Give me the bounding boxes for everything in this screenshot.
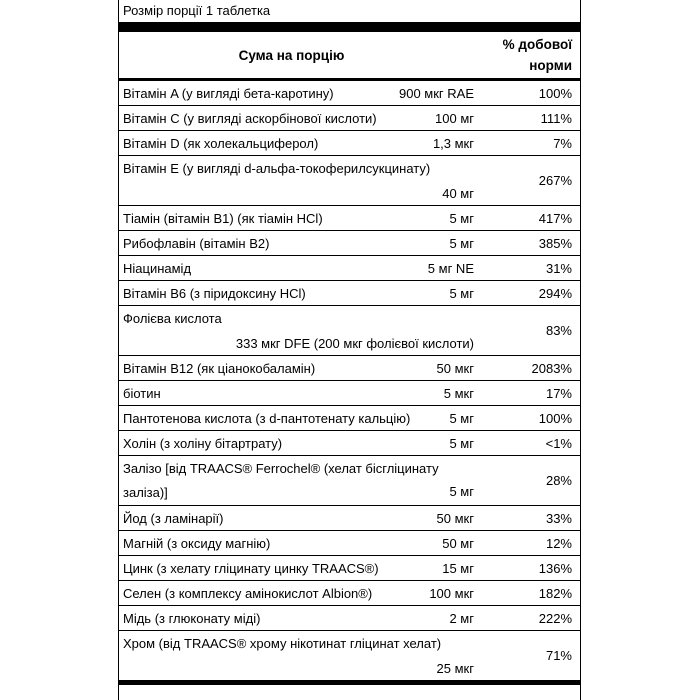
- nutrient-row-iron: [119, 456, 580, 506]
- nutrient-name: Магній (з оксиду магнію): [123, 535, 271, 551]
- nutrient-name: Вітамін B6 (з піридоксину HCl): [123, 285, 306, 301]
- nutrient-amount: 25 мкг: [436, 660, 474, 676]
- nutrient-dv: 385%: [538, 235, 572, 251]
- nutrient-row-thiamin: [119, 206, 580, 231]
- nutrient-row-vitamin-b12: [119, 356, 580, 381]
- header-dv-label-line1: % добової: [502, 37, 572, 52]
- nutrient-amount: 5 мг: [449, 235, 474, 251]
- nutrient-name: біотин: [123, 385, 161, 401]
- nutrient-name: Вітамін E (у вигляді d-альфа-токоферилсукцинату): [123, 161, 431, 176]
- header-amount-label: Сума на порцію: [238, 47, 345, 63]
- nutrient-amount: 5 мг: [449, 410, 474, 426]
- nutrient-amount: 5 мг: [449, 210, 474, 226]
- nutrient-amount: 333 мкг DFE (200 мкг фолієвої кислоти): [235, 335, 474, 351]
- nutrient-name: Вітамін D (як холекальциферол): [123, 135, 319, 151]
- nutrient-row-selenium: [119, 581, 580, 606]
- nutrient-amount: 50 мкг: [436, 360, 474, 376]
- nutrient-amount: 100 мг: [435, 110, 474, 126]
- nutrient-dv: 100%: [538, 85, 572, 101]
- nutrient-amount: 5 мг: [449, 484, 474, 499]
- nutrient-row-folic-acid: [119, 306, 580, 356]
- nutrient-amount: 2 мг: [449, 610, 474, 626]
- nutrient-row-vitamin-d: [119, 131, 580, 156]
- nutrient-amount: 50 мкг: [436, 510, 474, 526]
- serving-size: Розмір порції 1 таблетка: [123, 3, 271, 18]
- nutrient-dv: 31%: [545, 260, 572, 276]
- nutrient-name: Пантотенова кислота (з d-пантотенату кальцію): [123, 410, 411, 426]
- nutrient-row-niacinamide: [119, 256, 580, 281]
- nutrient-dv: 294%: [538, 285, 572, 301]
- nutrient-amount: 15 мг: [442, 560, 474, 576]
- nutrient-dv: 7%: [553, 135, 572, 151]
- nutrient-name: Цинк (з хелату гліцинату цинку TRAACS®): [123, 560, 379, 576]
- nutrient-dv: 136%: [538, 560, 572, 576]
- nutrient-row-chromium: [119, 631, 580, 680]
- table-header: [119, 32, 580, 81]
- nutrient-dv: 71%: [545, 648, 572, 663]
- nutrient-row-vitamin-c: [119, 106, 580, 131]
- header-dv-label: [464, 34, 580, 76]
- nutrient-dv: 28%: [545, 473, 572, 488]
- nutrient-row-magnesium: [119, 531, 580, 556]
- nutrient-dv: 100%: [538, 410, 572, 426]
- nutrient-dv: 267%: [538, 173, 572, 188]
- nutrient-dv: 182%: [538, 585, 572, 601]
- nutrient-name: Залізо [від TRAACS® Ferrochel® (хелат бісгліцинату заліза)]: [123, 460, 439, 500]
- nutrient-name: Фолієва кислота: [123, 311, 222, 326]
- nutrient-row-vitamin-a: [119, 81, 580, 106]
- nutrient-row-iodine: [119, 506, 580, 531]
- nutrient-amount: 100 мкг: [429, 585, 474, 601]
- nutrient-name: Вітамін B12 (як ціанокобаламін): [123, 360, 316, 376]
- nutrient-name: Рибофлавін (вітамін B2): [123, 235, 270, 251]
- nutrient-name: Йод (з ламінарії): [123, 510, 224, 526]
- nutrient-dv: 417%: [538, 210, 572, 226]
- nutrient-amount: 5 мг NE: [427, 260, 474, 276]
- nutrient-name: Холін (з холіну бітартрату): [123, 435, 283, 451]
- nutrient-name: Хром (від TRAACS® хрому нікотинат гліцинат хелат): [123, 636, 442, 651]
- nutrient-dv: 222%: [538, 610, 572, 626]
- nutrient-row-choline: [119, 431, 580, 456]
- nutrient-amount: 50 мг: [442, 535, 474, 551]
- nutrient-amount: 1,3 мкг: [432, 135, 474, 151]
- nutrient-amount: 900 мкг RAE: [398, 85, 474, 101]
- nutrient-amount: 5 мг: [449, 285, 474, 301]
- nutrient-amount: 5 мкг: [443, 385, 474, 401]
- nutrient-amount: 40 мг: [442, 185, 474, 201]
- nutrient-dv: 83%: [545, 323, 572, 338]
- nutrient-amount: 5 мг: [449, 435, 474, 451]
- nutrient-dv: 111%: [540, 110, 572, 126]
- nutrient-name: Мідь (з глюконату міді): [123, 610, 261, 626]
- nutrient-name: Ніацинамід: [123, 260, 192, 276]
- nutrient-name: Вітамін A (у вигляді бета-каротину): [123, 85, 334, 101]
- nutrient-dv: 12%: [545, 535, 572, 551]
- separator-bar-bottom: [119, 680, 580, 685]
- nutrient-dv: 33%: [545, 510, 572, 526]
- nutrient-dv: 17%: [545, 385, 572, 401]
- nutrient-name: Тіамін (вітамін B1) (як тіамін HCl): [123, 210, 323, 226]
- nutrient-dv: 2083%: [531, 360, 572, 376]
- separator-bar-top: [119, 22, 580, 32]
- nutrient-name: Селен (з комплексу амінокислот Albion®): [123, 585, 373, 601]
- supplement-facts-table: [118, 0, 581, 700]
- nutrient-name: Вітамін C (у вигляді аскорбінової кислоти): [123, 110, 377, 126]
- nutrient-row-biotin: [119, 381, 580, 406]
- nutrient-row-copper: [119, 606, 580, 631]
- header-dv-label-line2: норми: [529, 58, 572, 73]
- nutrient-row-zinc: [119, 556, 580, 581]
- nutrient-row-vitamin-e: [119, 156, 580, 206]
- nutrient-row-pantothenic-acid: [119, 406, 580, 431]
- nutrient-row-riboflavin: [119, 231, 580, 256]
- nutrient-row-vitamin-b6: [119, 281, 580, 306]
- nutrient-dv: <1%: [545, 435, 572, 451]
